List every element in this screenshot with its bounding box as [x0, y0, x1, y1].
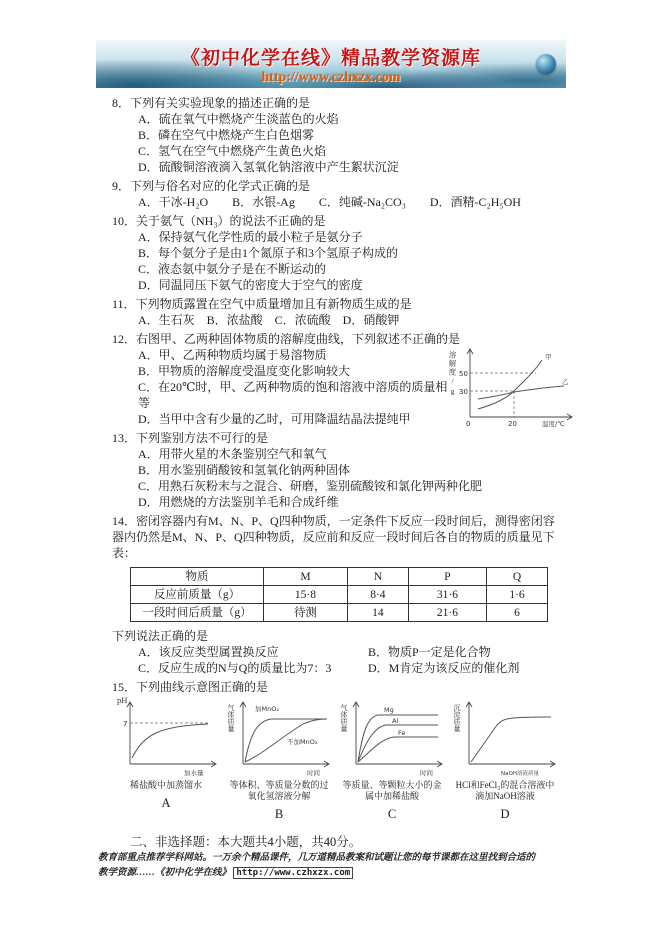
chart-letter: C — [387, 807, 397, 821]
question-stem — [112, 213, 559, 229]
q14-options-row1 — [112, 644, 559, 660]
question-stem-text: 密闭容器内有M、N、P、Q四种物质，一定条件下反应一段时间后，测得密闭容器内仍然是M、N、P、Q四种物质，反应前和反应一段时间后各自的物质的质量见下表： — [112, 514, 555, 560]
x-tick-20: 20 — [508, 420, 517, 428]
q15-chart-b — [225, 698, 333, 822]
metals-gas-plot — [346, 698, 446, 778]
q15-chart-d — [451, 698, 559, 822]
table-row — [131, 604, 548, 622]
cell: 待测 — [264, 604, 348, 622]
question-14 — [112, 513, 559, 676]
y-tick-30: 30 — [459, 388, 468, 396]
label-without-mno2: 不加MnO₂ — [287, 738, 318, 746]
col-header: N — [347, 568, 408, 586]
y-axis-label: 气体质量 — [340, 704, 348, 732]
question-number: 12． — [112, 332, 137, 346]
options-inline: A．干冰-H₂O B．水银-Ag C．纯碱-Na₂CO₃ D．酒精-C₂H₅OH — [138, 195, 521, 209]
question-stem-text: 下列与俗名对应的化学式正确的是 — [130, 179, 311, 193]
y-axis-label: 溶解度/g — [448, 351, 457, 397]
cell: 1·6 — [487, 586, 548, 604]
chart-caption: 等质量、等颗粒大小的金属中加稀盐酸 — [342, 780, 442, 801]
question-number: 14． — [112, 514, 137, 528]
question-stem-text: 下列物质露置在空气中质量增加且有新物质生成的是 — [135, 297, 412, 311]
chart-caption: HCl和FeCl₃的混合溶液中滴加NaOH溶液 — [455, 780, 555, 801]
cell: 8·4 — [347, 586, 408, 604]
label-al: Al — [392, 717, 399, 725]
col-header: 物质 — [131, 568, 264, 586]
ph-curve-plot — [120, 698, 220, 778]
curve-label-yi: 乙 — [562, 378, 569, 386]
curve-label-jia: 甲 — [545, 353, 552, 361]
question-stem-text: 下列曲线示意图正确的是 — [136, 680, 269, 694]
question-stem-text: 下列鉴别方法不可行的是 — [136, 431, 269, 445]
question-11 — [112, 296, 559, 328]
y-axis — [127, 702, 133, 764]
site-banner — [96, 40, 566, 88]
question-stem-text: 下列有关实验现象的描述正确的是 — [130, 96, 311, 110]
option-c: C．用熟石灰粉末与之混合、研磨，鉴别硫酸铵和氯化钾两种化肥 — [138, 479, 483, 493]
cell: 21·6 — [408, 604, 486, 622]
col-header: Q — [487, 568, 548, 586]
precipitate-curve — [471, 717, 551, 762]
question-10 — [112, 213, 559, 293]
option-d: D．用燃烧的方法鉴别羊毛和合成纤维 — [138, 495, 339, 509]
option-b: B．每个氨分子是由1个氮原子和3个氢原子构成的 — [138, 246, 399, 260]
chart-letter: A — [161, 796, 171, 810]
x-axis — [243, 761, 329, 767]
row-label: 一段时间后质量（g） — [131, 604, 264, 622]
x-axis-label: 时间 — [420, 769, 433, 777]
option-a: A．该反应类型属置换反应 — [138, 645, 279, 659]
option-c: C．在20℃时，甲、乙两种物质的饱和溶液中溶质的质量相等 — [138, 380, 448, 410]
y-axis — [466, 702, 472, 764]
cell: 6 — [487, 604, 548, 622]
question-stem — [112, 95, 559, 111]
y-axis-label: 沉淀质量 — [453, 704, 461, 732]
solubility-curve-figure — [448, 345, 586, 437]
q15-chart-c — [338, 698, 446, 822]
row-label: 反应前质量（g） — [131, 586, 264, 604]
curve-jia — [478, 360, 542, 409]
option-b: B．物质P一定是化合物 — [368, 645, 491, 659]
cell: 15·8 — [264, 586, 348, 604]
table-header-row — [131, 568, 548, 586]
label-fe: Fe — [398, 729, 406, 737]
question-12 — [112, 331, 569, 428]
question-stem-text: 关于氨气（NH₃）的说法不正确的是 — [136, 214, 326, 228]
gas-mass-plot — [233, 698, 333, 778]
q14-options-row2 — [112, 660, 559, 676]
chart-letter: B — [274, 807, 284, 821]
globe-icon — [536, 54, 556, 74]
question-stem-text: 右图甲、乙两种固体物质的溶解度曲线，下列叙述不正确的是 — [136, 332, 461, 346]
option-c: C．反应生成的N与Q的质量比为7：3 — [138, 661, 332, 675]
y-axis — [353, 702, 359, 764]
option-b: B．磷在空气中燃烧产生白色烟雾 — [138, 128, 315, 142]
x-tick-0: 0 — [466, 420, 471, 428]
y-axis-label: pH — [117, 695, 128, 705]
banner-url-link[interactable]: http://www.czhxzx.com — [261, 70, 401, 85]
cell: 14 — [347, 604, 408, 622]
exam-body — [112, 95, 569, 850]
footer-line2-text: 教学资源……《初中化学在线》 — [98, 868, 232, 878]
x-axis-label: 加水量 — [184, 769, 204, 777]
question-number: 9． — [112, 179, 131, 193]
option-b: B．用水鉴别硝酸铵和氢氧化钠两种固体 — [138, 463, 351, 477]
q14-followup: 下列说法正确的是 — [112, 629, 209, 643]
option-d: D．M肯定为该反应的催化剂 — [368, 661, 520, 675]
chart-letter: D — [500, 807, 510, 821]
x-axis — [356, 761, 442, 767]
section2-heading: 二、非选择题：本大题共4小题，共40分。 — [130, 835, 362, 849]
option-a: A．甲、乙两种物质均属于易溶物质 — [138, 348, 327, 362]
label-mg: Mg — [384, 706, 394, 714]
banner-title: 《初中化学在线》精品教学资源库 — [180, 48, 481, 69]
option-d: D．同温同压下氨气的密度大于空气的密度 — [138, 278, 363, 292]
option-c: C．氢气在空气中燃烧产生黄色火焰 — [138, 144, 327, 158]
solubility-curve-plot — [458, 345, 580, 435]
question-8 — [112, 95, 559, 175]
option-d: D．硫酸铜溶液滴入氢氧化钠溶液中产生絮状沉淀 — [138, 160, 399, 174]
q15-diagram-row — [112, 695, 559, 822]
x-axis-label: 时间 — [307, 769, 320, 777]
x-axis — [130, 761, 216, 767]
y-axis-label: 气体质量 — [227, 704, 235, 732]
question-stem — [112, 430, 559, 446]
page-footer — [98, 851, 566, 881]
question-number: 10． — [112, 214, 137, 228]
option-a: A．硫在氧气中燃烧产生淡蓝色的火焰 — [138, 112, 339, 126]
y-axis — [467, 349, 473, 417]
col-header: P — [408, 568, 486, 586]
table-row — [131, 586, 548, 604]
footer-line2 — [98, 866, 566, 881]
question-stem — [112, 296, 559, 312]
footer-line1: 教育部重点推荐学科网站。一万余个精品课件，几万道精品教案和试题让您的每节课都在这里找到合适的 — [98, 853, 536, 863]
cell: 31·6 — [408, 586, 486, 604]
x-axis-label: 温度/℃ — [542, 420, 565, 428]
options-inline: A．生石灰 B．浓盐酸 C．浓硫酸 D．硝酸钾 — [138, 313, 400, 327]
q15-chart-a — [112, 695, 220, 822]
question-number: 13． — [112, 431, 137, 445]
x-axis-label: NaOH溶液质量 — [501, 771, 539, 777]
question-13 — [112, 430, 559, 510]
y-tick-7: 7 — [123, 720, 128, 728]
y-axis — [240, 702, 246, 764]
question-stem — [112, 178, 559, 194]
mass-data-table — [130, 567, 548, 622]
x-axis — [469, 761, 555, 767]
curve-yi — [478, 386, 564, 399]
question-number: 11． — [112, 297, 136, 311]
question-number: 15． — [112, 680, 137, 694]
question-stem — [112, 513, 559, 561]
ph-curve — [132, 724, 208, 758]
chart-caption: 等体积、等质量分数的过氧化氢溶液分解 — [229, 780, 329, 801]
option-b: B．甲物质的溶解度受温度变化影响较大 — [138, 364, 351, 378]
chart-caption: 稀盐酸中加蒸馏水 — [129, 780, 202, 790]
option-c: C．液态氨中氨分子是在不断运动的 — [138, 262, 327, 276]
question-15 — [112, 679, 559, 822]
col-header: M — [264, 568, 348, 586]
question-number: 8． — [112, 96, 131, 110]
label-with-mno2: 加MnO₂ — [255, 705, 279, 713]
precipitate-plot — [459, 698, 559, 778]
option-d: D．当甲中含有少量的乙时，可用降温结晶法提纯甲 — [138, 412, 411, 426]
footer-url-link[interactable]: http://www.czhxzx.com — [233, 867, 353, 879]
option-a: A．用带火星的木条鉴别空气和氧气 — [138, 447, 327, 461]
question-stem — [112, 679, 559, 695]
question-9 — [112, 178, 559, 210]
option-a: A．保持氨气化学性质的最小粒子是氨分子 — [138, 230, 363, 244]
curve-fe — [358, 737, 438, 762]
y-tick-50: 50 — [459, 370, 468, 378]
